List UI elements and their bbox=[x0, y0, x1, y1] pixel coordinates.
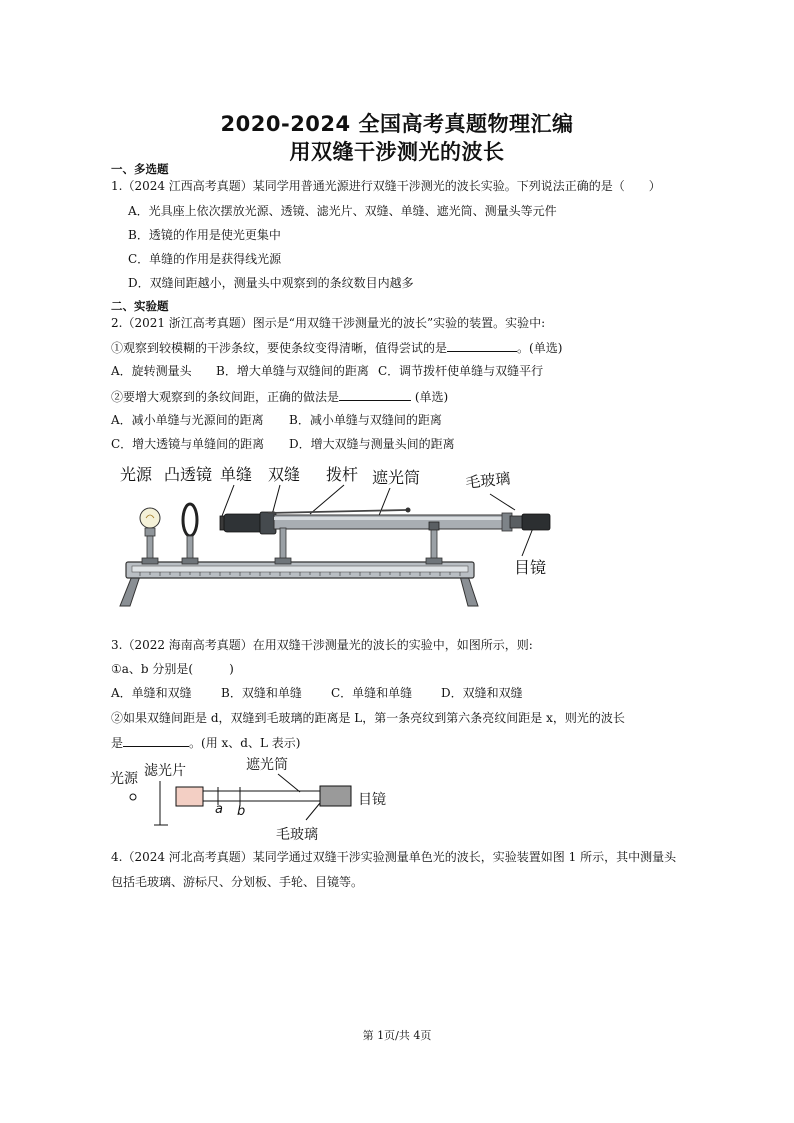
page-subtitle: 用双缝干涉测光的波长 bbox=[289, 140, 505, 164]
shade-tube-assembly bbox=[220, 508, 550, 565]
q1-option-a: A．光具座上依次摆放光源、透镜、滤光片、双缝、单缝、遮光筒、测量头等元件 bbox=[128, 204, 557, 218]
q3-sub2-text: 是 bbox=[111, 736, 124, 750]
label-b: b bbox=[237, 804, 246, 819]
q3-sub2-suffix: 。(用 x、d、L 表示) bbox=[189, 736, 301, 750]
filter-stand bbox=[154, 781, 168, 825]
light-bulb-icon bbox=[140, 508, 160, 564]
q2-sub2-suffix: (单选) bbox=[414, 390, 449, 404]
q3-option-c: C．单缝和单缝 bbox=[331, 686, 413, 700]
label-light-source: 光源 bbox=[120, 465, 153, 484]
q3-option-d: D．双缝和双缝 bbox=[441, 686, 523, 700]
q3-schematic-figure bbox=[110, 755, 400, 845]
q2-sub1-option-c: C．调节拨杆使单缝与双缝平行 bbox=[378, 364, 544, 378]
page-footer: 第 1页/共 4页 bbox=[362, 1029, 432, 1042]
label-ground-glass: 毛玻璃 bbox=[464, 469, 512, 492]
filter-box bbox=[176, 787, 203, 806]
q2-sub2-option-a: A．减小单缝与光源间的距离 bbox=[111, 413, 264, 427]
q1-option-b: B．透镜的作用是使光更集中 bbox=[128, 228, 281, 242]
optical-bench bbox=[120, 562, 478, 606]
q3-stem: 3.（2022 海南高考真题）在用双缝干涉测量光的波长的实验中，如图所示，则: bbox=[111, 638, 533, 652]
q2-sub2-option-c: C．增大透镜与单缝间的距离 bbox=[111, 437, 265, 451]
section-heading-experiment: 二、实验题 bbox=[111, 299, 169, 313]
q3-sub2-line1: ②如果双缝间距是 d，双缝到毛玻璃的距离是 L，第一条亮纹到第六条亮纹间距是 x，则光的波长 bbox=[111, 711, 625, 725]
label-eyepiece: 目镜 bbox=[358, 792, 386, 808]
label-shade-tube: 遮光筒 bbox=[372, 468, 421, 487]
label-filter: 滤光片 bbox=[144, 763, 186, 779]
q2-sub1 bbox=[111, 339, 562, 356]
convex-lens-icon bbox=[182, 504, 198, 564]
q2-sub2-option-d: D．增大双缝与测量头间的距离 bbox=[289, 437, 455, 451]
q3-sub1: ①a、b 分别是( ) bbox=[111, 662, 234, 676]
label-light-source: 光源 bbox=[110, 771, 138, 787]
q4-line2: 包括毛玻璃、游标尺、分划板、手轮、目镜等。 bbox=[111, 875, 364, 889]
q3-sub2-line2 bbox=[111, 734, 300, 751]
q2-sub1-text: ①观察到较模糊的干涉条纹，要使条纹变得清晰，值得尝试的是 bbox=[111, 341, 448, 355]
q2-sub2-options-row1 bbox=[111, 412, 442, 428]
q3-sub2-answer-blank[interactable] bbox=[123, 734, 189, 747]
section-heading-multiple-choice: 一、多选题 bbox=[111, 162, 169, 176]
q2-sub2-text: ②要增大观察到的条纹间距，正确的做法是 bbox=[111, 390, 340, 404]
q2-sub1-suffix: 。(单选) bbox=[517, 341, 563, 355]
q3-option-b: B．双缝和单缝 bbox=[221, 686, 302, 700]
label-eyepiece: 目镜 bbox=[514, 558, 547, 577]
label-a: a bbox=[215, 802, 223, 817]
label-single-slit: 单缝 bbox=[220, 465, 253, 484]
label-double-slit: 双缝 bbox=[268, 465, 301, 484]
q2-sub1-answer-blank[interactable] bbox=[447, 339, 517, 352]
q2-sub2-answer-blank[interactable] bbox=[339, 388, 411, 401]
q1-option-d: D．双缝间距越小，测量头中观察到的条纹数目内越多 bbox=[128, 276, 414, 290]
label-convex-lens: 凸透镜 bbox=[164, 465, 213, 484]
label-lever: 拨杆 bbox=[326, 465, 359, 484]
label-shade-tube: 遮光筒 bbox=[246, 757, 288, 773]
q2-apparatus-figure bbox=[110, 458, 560, 618]
q3-option-a: A．单缝和双缝 bbox=[111, 686, 192, 700]
q4-line1: 4.（2024 河北高考真题）某同学通过双缝干涉实验测量单色光的波长，实验装置如图 1 所示，其中测量头 bbox=[111, 850, 677, 864]
q3-options bbox=[111, 685, 523, 701]
page-title: 2020-2024 全国高考真题物理汇编 bbox=[220, 112, 574, 136]
q1-stem: 1.（2024 江西高考真题）某同学用普通光源进行双缝干涉测光的波长实验。下列说法正确的是（ ） bbox=[111, 179, 661, 193]
q2-sub1-option-a: A．旋转测量头 bbox=[111, 364, 192, 378]
q2-sub1-options bbox=[111, 363, 543, 379]
label-ground-glass: 毛玻璃 bbox=[276, 827, 318, 843]
q1-option-c: C．单缝的作用是获得线光源 bbox=[128, 252, 282, 266]
eyepiece-box bbox=[320, 786, 351, 806]
q2-stem: 2.（2021 浙江高考真题）图示是“用双缝干涉测量光的波长”实验的装置。实验中: bbox=[111, 316, 546, 330]
q2-sub2 bbox=[111, 388, 448, 405]
q2-sub2-option-b: B．减小单缝与双缝间的距离 bbox=[289, 413, 442, 427]
light-source-point bbox=[130, 794, 136, 800]
q2-sub2-options-row2 bbox=[111, 436, 455, 452]
q2-sub1-option-b: B．增大单缝与双缝间的距离 bbox=[216, 364, 369, 378]
